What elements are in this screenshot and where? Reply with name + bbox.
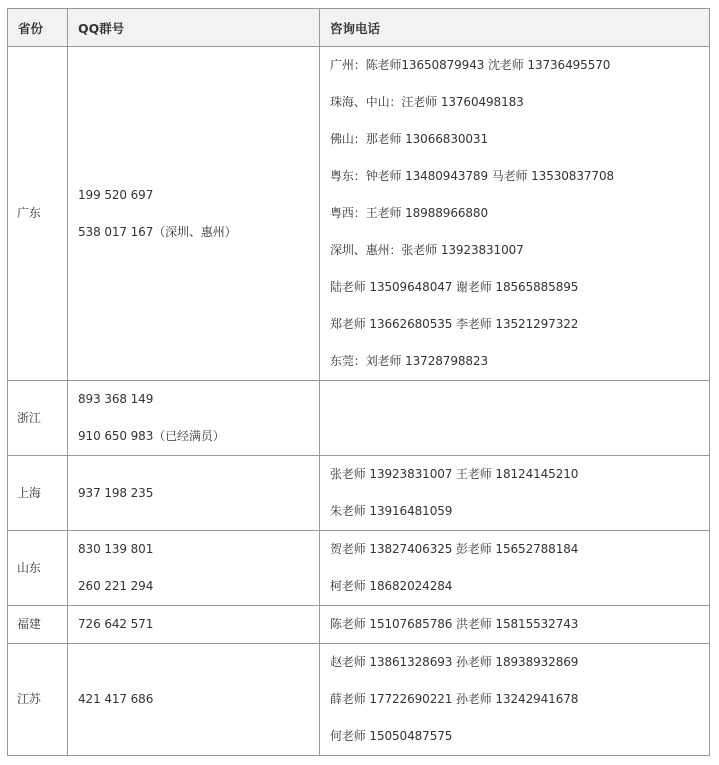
table-body	[8, 47, 710, 756]
header-province: 省份	[8, 9, 68, 47]
table-row	[8, 531, 710, 606]
phone-cell	[320, 531, 710, 606]
province-name: 广东	[17, 206, 41, 220]
phone-cell	[320, 644, 710, 756]
phone-contact: 薛老师 17722690221 孙老师 13242941678	[330, 692, 579, 706]
phone-contact: 广州：陈老师13650879943 沈老师 13736495570	[330, 58, 611, 72]
qq-group-number: 910 650 983（已经满员）	[78, 429, 225, 443]
phone-cell	[320, 47, 710, 381]
qq-cell	[68, 531, 320, 606]
table-row	[8, 381, 710, 456]
phone-contact: 粤东：钟老师 13480943789 马老师 13530837708	[330, 169, 615, 183]
province-cell	[8, 456, 68, 531]
qq-cell	[68, 606, 320, 644]
table-row	[8, 606, 710, 644]
province-name: 江苏	[17, 692, 41, 706]
header-qq: QQ群号	[68, 9, 320, 47]
contact-table	[7, 8, 710, 756]
qq-group-number: 830 139 801	[78, 542, 154, 556]
table-row	[8, 456, 710, 531]
qq-cell	[68, 456, 320, 531]
header-row	[8, 9, 710, 47]
phone-contact: 东莞：刘老师 13728798823	[330, 354, 488, 368]
province-cell	[8, 47, 68, 381]
province-cell	[8, 381, 68, 456]
qq-group-number: 421 417 686	[78, 692, 154, 706]
province-name: 浙江	[17, 410, 41, 425]
province-cell	[8, 644, 68, 756]
qq-group-number: 726 642 571	[78, 617, 154, 631]
phone-contact: 佛山：那老师 13066830031	[330, 132, 488, 146]
province-cell	[8, 606, 68, 644]
phone-contact: 郑老师 13662680535 李老师 13521297322	[330, 317, 579, 331]
qq-group-number: 893 368 149	[78, 392, 154, 406]
phone-cell	[320, 606, 710, 644]
phone-contact: 柯老师 18682024284	[330, 579, 453, 593]
table-header	[8, 9, 710, 47]
phone-contact: 贺老师 13827406325 彭老师 15652788184	[330, 542, 579, 556]
phone-contact: 张老师 13923831007 王老师 18124145210	[330, 467, 579, 481]
phone-contact: 朱老师 13916481059	[330, 504, 453, 518]
phone-contact: 陆老师 13509648047 谢老师 18565885895	[330, 280, 579, 294]
province-cell	[8, 531, 68, 606]
qq-group-number: 937 198 235	[78, 485, 154, 500]
phone-contact: 深圳、惠州：张老师 13923831007	[330, 243, 524, 257]
qq-group-number: 199 520 697	[78, 187, 154, 202]
table-row	[8, 47, 710, 381]
phone-contact: 何老师 15050487575	[330, 729, 453, 743]
qq-cell	[68, 381, 320, 456]
header-phone: 咨询电话	[320, 9, 710, 47]
qq-cell	[68, 644, 320, 756]
province-name: 福建	[17, 617, 41, 631]
province-name: 上海	[17, 485, 41, 500]
table-row	[8, 644, 710, 756]
phone-cell	[320, 381, 710, 456]
phone-cell	[320, 456, 710, 531]
phone-contact: 陈老师 15107685786 洪老师 15815532743	[330, 617, 579, 631]
phone-contact: 赵老师 13861328693 孙老师 18938932869	[330, 655, 579, 669]
qq-group-number: 260 221 294	[78, 579, 154, 593]
phone-contact: 珠海、中山：汪老师 13760498183	[330, 95, 524, 109]
province-name: 山东	[17, 560, 41, 575]
phone-contact: 粤西：王老师 18988966880	[330, 206, 488, 220]
qq-group-number: 538 017 167（深圳、惠州）	[78, 224, 237, 239]
qq-cell	[68, 47, 320, 381]
